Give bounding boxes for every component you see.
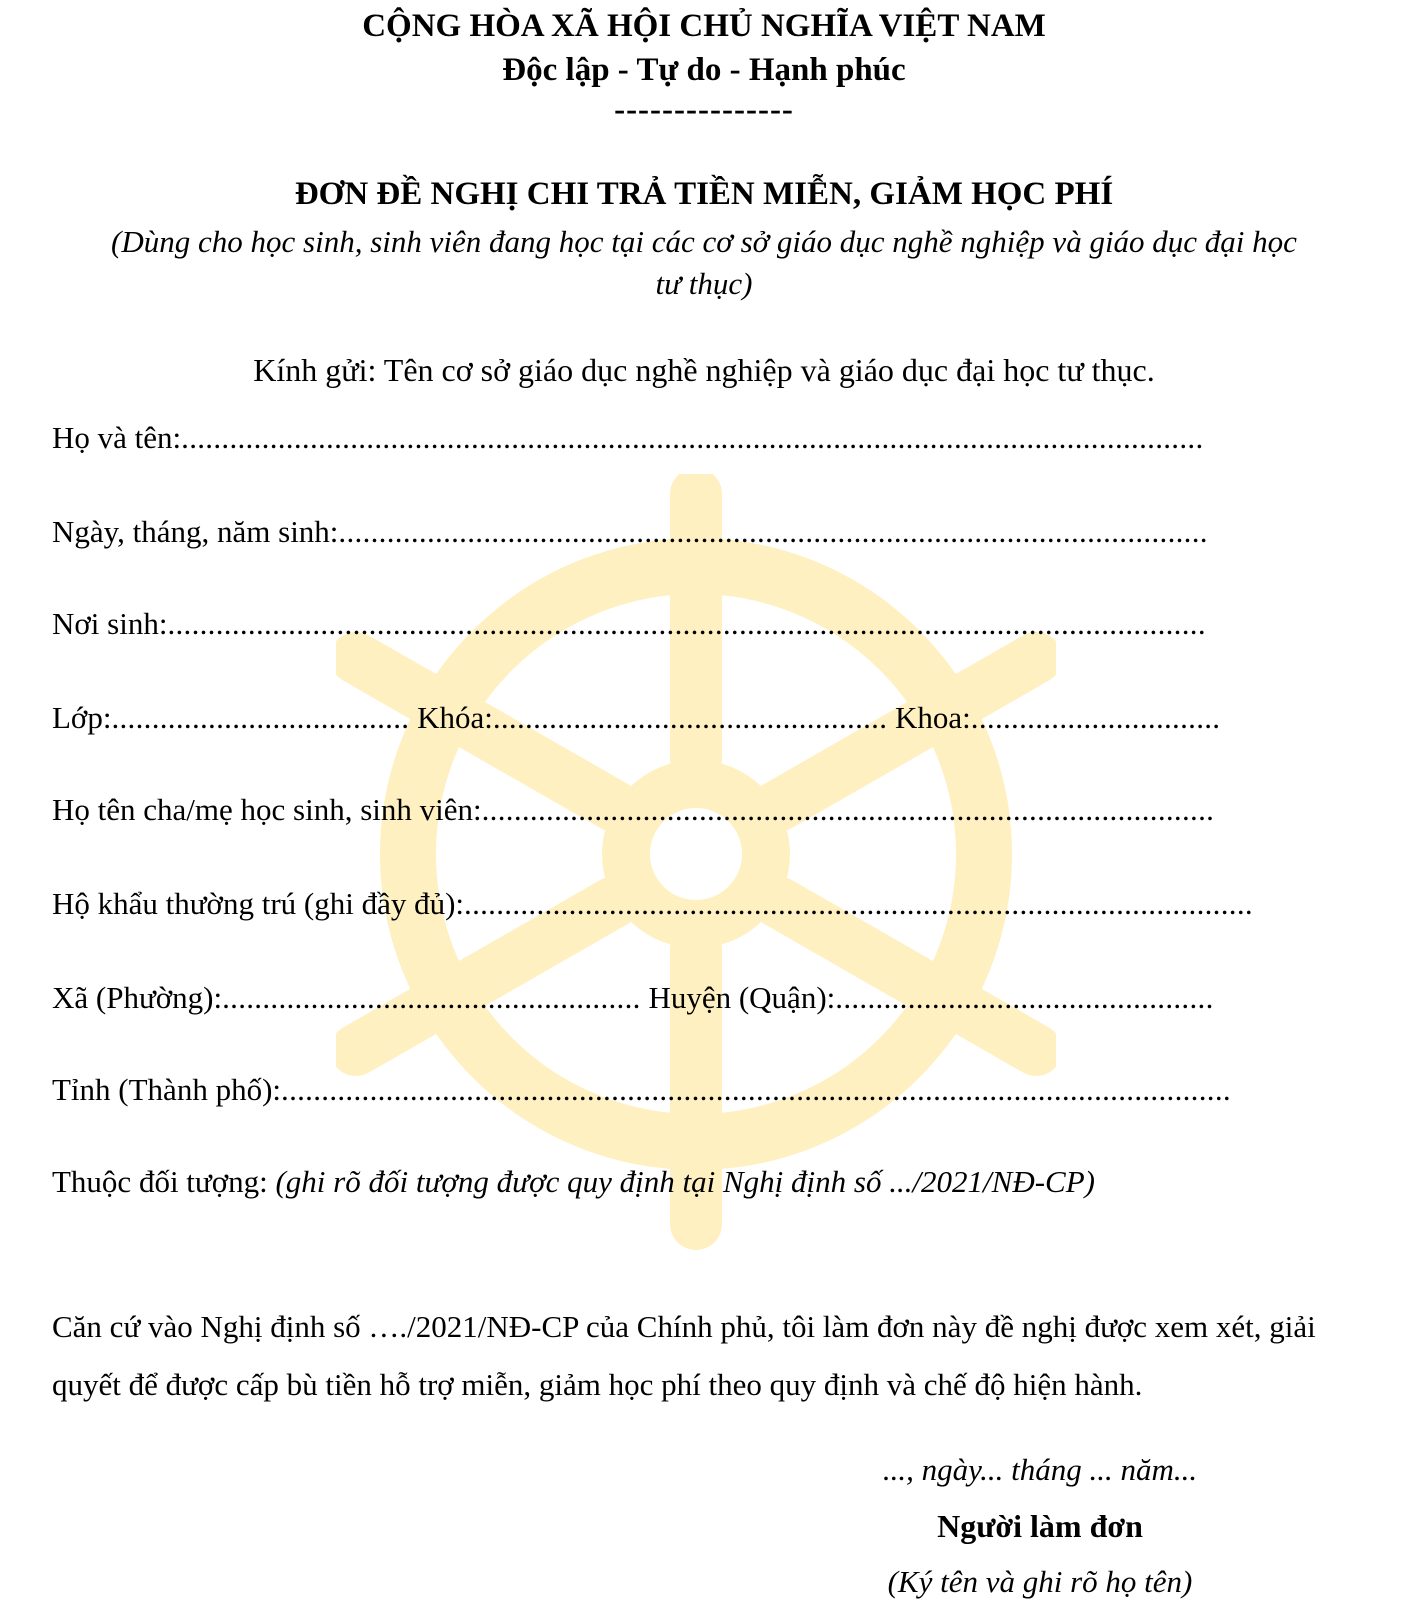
- full-name-label: Họ và tên:: [52, 420, 182, 455]
- birth-date-field[interactable]: [52, 514, 1208, 550]
- residence-label: Hộ khẩu thường trú (ghi đầy đủ):: [52, 886, 465, 921]
- class-course-faculty-row: [52, 700, 1220, 736]
- signature-note: (Ký tên và ghi rõ họ tên): [887, 1564, 1193, 1599]
- faculty-label: Khoa:: [895, 700, 971, 735]
- form-subtitle-continued: tư thục): [655, 266, 753, 301]
- faculty-blank[interactable]: ...............................: [970, 700, 1221, 735]
- residence-field[interactable]: [52, 886, 1253, 922]
- parent-name-label: Họ tên cha/mẹ học sinh, sinh viên:: [52, 792, 482, 827]
- residence-blank[interactable]: ..................................................................................................: [464, 886, 1253, 921]
- province-blank[interactable]: ......................................................................................................................: [281, 1072, 1231, 1107]
- parent-name-blank[interactable]: ...........................................................................................: [481, 792, 1215, 827]
- province-field[interactable]: [52, 1072, 1231, 1108]
- national-title: CỘNG HÒA XÃ HỘI CHỦ NGHĨA VIỆT NAM: [362, 8, 1046, 44]
- parent-name-field[interactable]: [52, 792, 1214, 828]
- class-blank[interactable]: .....................................: [111, 700, 410, 735]
- full-name-field[interactable]: [52, 420, 1204, 456]
- province-label: Tỉnh (Thành phố):: [52, 1072, 282, 1107]
- signature-role: Người làm đơn: [937, 1508, 1143, 1544]
- course-label: Khóa:: [417, 700, 493, 735]
- birth-date-label: Ngày, tháng, năm sinh:: [52, 514, 339, 549]
- commune-blank[interactable]: ....................................................: [222, 980, 641, 1015]
- recipient-line: Kính gửi: Tên cơ sở giáo dục nghề nghiệp và giáo dục đại học tư thục.: [253, 352, 1155, 388]
- birth-date-blank[interactable]: ............................................................................................................: [338, 514, 1208, 549]
- district-label: Huyện (Quận):: [648, 980, 836, 1015]
- beneficiary-note: (ghi rõ đối tượng được quy định tại Nghị định số .../2021/NĐ-CP): [275, 1164, 1095, 1199]
- ship-wheel-icon: [336, 474, 1056, 1274]
- signature-date-line[interactable]: ..., ngày... tháng ... năm...: [882, 1452, 1198, 1487]
- district-blank[interactable]: ...............................................: [835, 980, 1214, 1015]
- birth-place-label: Nơi sinh:: [52, 606, 168, 641]
- course-blank[interactable]: .................................................: [492, 700, 888, 735]
- national-motto: Độc lập - Tự do - Hạnh phúc: [502, 52, 906, 88]
- commune-label: Xã (Phường):: [52, 980, 223, 1015]
- birth-place-blank[interactable]: .................................................................................................................................: [167, 606, 1206, 641]
- full-name-blank[interactable]: ...............................................................................................................................: [181, 420, 1204, 455]
- commune-district-row: [52, 980, 1214, 1016]
- beneficiary-label: Thuộc đối tượng:: [52, 1164, 268, 1199]
- birth-place-field[interactable]: [52, 606, 1206, 642]
- basis-paragraph: Căn cứ vào Nghị định số …./2021/NĐ-CP của Chính phủ, tôi làm đơn này đề nghị được xem xét, giải quyết để được cấp bù tiền hỗ trợ miễn, giảm học phí theo quy định và chế độ hiện hành.: [52, 1309, 1316, 1402]
- beneficiary-field[interactable]: [52, 1164, 1095, 1200]
- header-divider: ---------------: [614, 92, 794, 128]
- form-title: ĐƠN ĐỀ NGHỊ CHI TRẢ TIỀN MIỄN, GIẢM HỌC PHÍ: [294, 176, 1114, 212]
- class-label: Lớp:: [52, 700, 112, 735]
- form-subtitle: (Dùng cho học sinh, sinh viên đang học tại các cơ sở giáo dục nghề nghiệp và giáo dục đại học: [111, 224, 1297, 259]
